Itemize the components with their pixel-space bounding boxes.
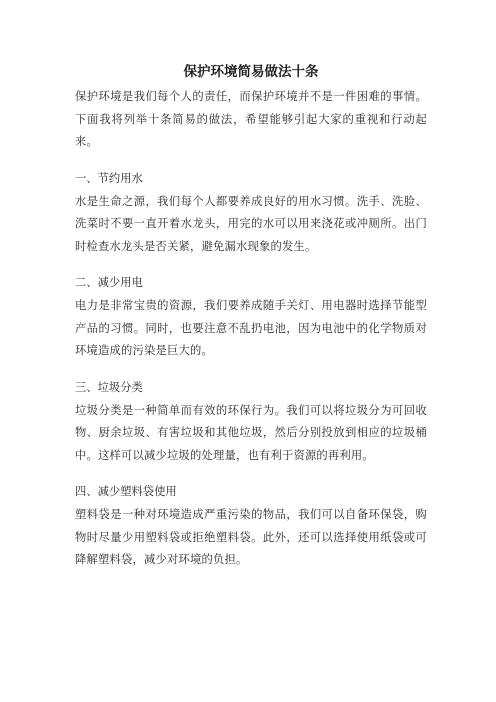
section-4	[75, 481, 427, 572]
section-body: 塑料袋是一种对环境造成严重污染的物品，我们可以自备环保袋，购物时尽量少用塑料袋或拒绝塑料袋。此外，还可以选择使用纸袋或可降解塑料袋，减少对环境的负担。	[75, 508, 427, 566]
section-heading: 四、减少塑料袋使用	[75, 485, 177, 498]
section-1	[75, 168, 427, 259]
section-heading: 二、减少用电	[75, 276, 143, 289]
section-2	[75, 272, 427, 363]
section-3	[75, 377, 427, 468]
intro-paragraph: 保护环境是我们每个人的责任，而保护环境并不是一件困难的事情。下面我将列举十条简易的做法，希望能够引起大家的重视和行动起来。	[75, 90, 427, 148]
section-body: 水是生命之源，我们每个人都要养成良好的用水习惯。洗手、洗脸、洗菜时不要一直开着水龙头，用完的水可以用来浇花或冲厕所。出门时检查水龙头是否关紧，避免漏水现象的发生。	[75, 194, 427, 253]
section-body: 垃圾分类是一种简单而有效的环保行为。我们可以将垃圾分为可回收物、厨余垃圾、有害垃圾和其他垃圾，然后分别投放到相应的垃圾桶中。这样可以减少垃圾的处理量，也有利于资源的再利用。	[75, 403, 427, 462]
section-heading: 一、节约用水	[75, 171, 143, 185]
section-body: 电力是非常宝贵的资源，我们要养成随手关灯、用电器时选择节能型产品的习惯。同时，也要注意不乱扔电池，因为电池中的化学物质对环境造成的污染是巨大的。	[75, 299, 427, 357]
document-page	[75, 62, 427, 572]
document-title: 保护环境简易做法十条	[183, 64, 319, 80]
section-heading: 三、垃圾分类	[75, 380, 143, 394]
